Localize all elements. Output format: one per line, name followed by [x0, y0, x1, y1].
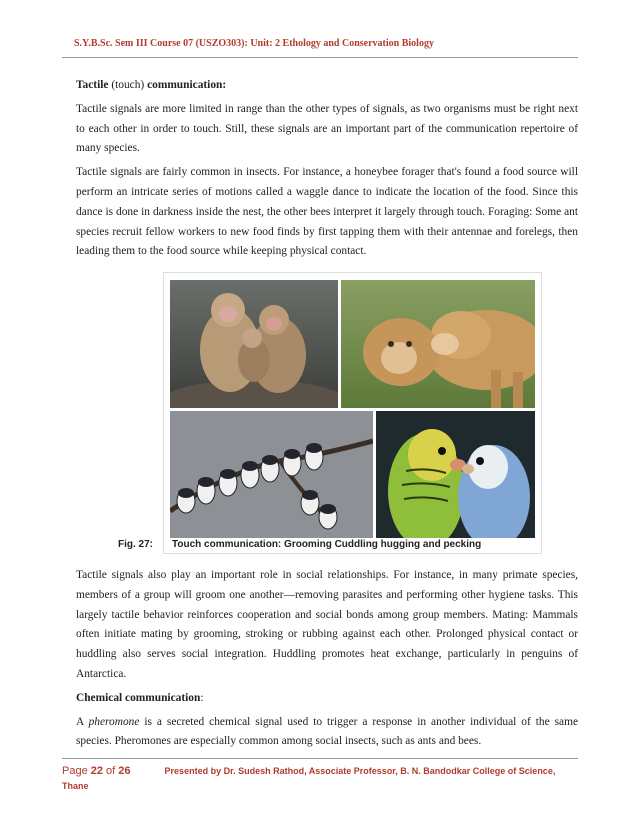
section-tactile	[76, 76, 578, 266]
page-word: Page	[62, 765, 91, 777]
page-number: 22	[90, 765, 103, 777]
running-header: S.Y.B.Sc. Sem III Course 07 (USZO303): Unit: 2 Ethology and Conservation Biology	[74, 38, 434, 49]
section-social	[76, 566, 578, 756]
title-bold-a: Tactile	[76, 79, 109, 91]
photo-monkeys-grooming	[170, 280, 338, 408]
figure-touch-communication	[163, 272, 542, 554]
figure-caption-text: Touch communication: Grooming Cuddling hugging and pecking	[172, 539, 482, 550]
figure-caption	[118, 539, 481, 550]
footer-rule	[62, 758, 578, 759]
pheromone-rest: is a secreted chemical signal used to trigger a response in another individual of the same species. Pheromones are especially common among social insects, such as ants and bees.	[76, 715, 578, 748]
paragraph-tactile-1: Tactile signals are more limited in range than the other types of signals, as two organisms must be right next to each other in order to touch. Still, these signals are an important part of the communication repertoire of many species.	[76, 102, 578, 155]
presenter-credit: Presented by Dr. Sudesh Rathod, Associate Professor, B. N. Bandodkar College of Science,	[164, 766, 556, 776]
title-bold-b: communication:	[147, 79, 227, 91]
section-title-chemical	[76, 689, 578, 709]
page-total: 26	[118, 765, 131, 777]
figure-label: Fig. 27:	[118, 539, 154, 550]
header-rule	[62, 57, 578, 58]
chemical-title: Chemical communication	[76, 691, 201, 704]
section-title-tactile	[76, 76, 578, 96]
photo-budgies-pecking	[376, 411, 535, 538]
presenter-credit-continued: Thane	[62, 781, 89, 791]
pheromone-start: A	[76, 715, 89, 728]
of-word: of	[103, 765, 119, 777]
chemical-title-colon: :	[200, 691, 204, 704]
page-footer	[62, 764, 582, 794]
title-normal: (touch)	[108, 79, 148, 91]
paragraph-pheromone	[76, 713, 578, 753]
paragraph-social-end: also serves social integration. Huddling promotes heat exchange, particularly in penguins of Antarctica.	[76, 648, 578, 680]
photo-lions-cuddling	[341, 280, 535, 408]
paragraph-tactile-2: Tactile signals are fairly common in insects. For instance, a honeybee forager that's found a food source will perform an intricate series of motions called a waggle dance to indicate the location of the food. Since this dance is done in darkness inside the nest, the other bees interpret it largely through touch. Foraging: Some ant species recruit fellow workers to new food finds by first tapping them with their antennae and forelegs, then leading them to the food source while keeping physical contact.	[76, 166, 578, 258]
pheromone-term: pheromone	[88, 715, 140, 728]
huddling-link[interactable]: huddling	[76, 648, 117, 661]
photo-swallows-huddling	[170, 411, 373, 538]
paragraph-social-text: Tactile signals also play an important role in social relationships. For instance, in many primate species, members of a group will groom one another—removing parasites and performing other hygiene tasks. This largely tactile behavior reinforces cooperation and social bonds among group members. Mating: Mammals often initiate mating by grooming, stroking or rubbing against each other. Prolonged physical contact or	[76, 569, 578, 641]
paragraph-social	[76, 566, 578, 685]
page-indicator	[62, 765, 131, 777]
